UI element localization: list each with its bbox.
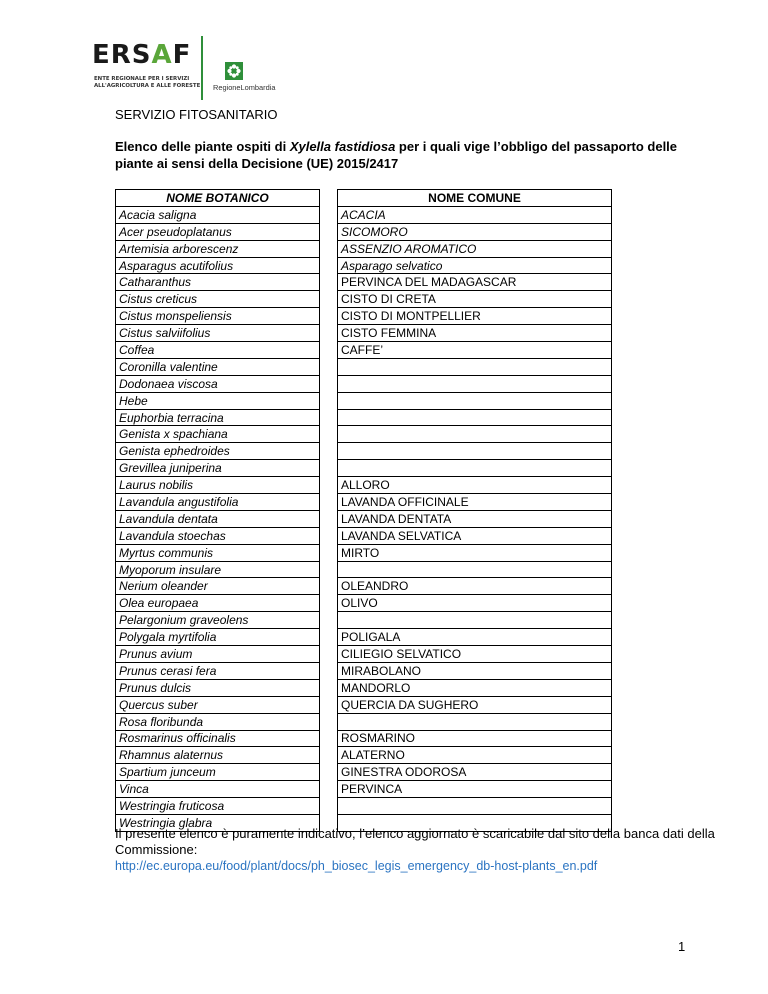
document-heading: Elenco delle piante ospiti di Xylella fastidiosa per i quali vige l’obbligo del passaporto delle piante ai sensi della Decisione (UE) 2015/2417 — [115, 139, 678, 171]
table-row — [338, 730, 612, 747]
table-row — [116, 443, 320, 460]
common-name-cell: LAVANDA OFFICINALE — [338, 494, 612, 511]
table-row — [116, 494, 320, 511]
common-names-table — [337, 189, 612, 832]
table-row — [338, 764, 612, 781]
common-name-cell: ALLORO — [338, 477, 612, 494]
common-name-cell: LAVANDA SELVATICA — [338, 527, 612, 544]
table-row — [116, 662, 320, 679]
table-row — [116, 206, 320, 223]
common-name-cell — [338, 798, 612, 815]
botanical-name-cell: Myoporum insulare — [116, 561, 320, 578]
table-row — [116, 747, 320, 764]
botanical-name-cell: Olea europaea — [116, 595, 320, 612]
common-name-cell: Asparago selvatico — [338, 257, 612, 274]
table-row — [338, 392, 612, 409]
common-name-cell — [338, 375, 612, 392]
common-name-cell: MANDORLO — [338, 679, 612, 696]
common-name-cell: MIRTO — [338, 544, 612, 561]
table-row — [338, 798, 612, 815]
common-name-cell — [338, 443, 612, 460]
common-name-cell: PERVINCA — [338, 781, 612, 798]
table-row — [338, 308, 612, 325]
table-row — [116, 477, 320, 494]
table-row — [116, 730, 320, 747]
table-row — [116, 696, 320, 713]
common-name-cell — [338, 561, 612, 578]
table-row — [116, 527, 320, 544]
botanical-name-cell: Prunus avium — [116, 646, 320, 663]
botanical-name-cell: Rosa floribunda — [116, 713, 320, 730]
table-row — [116, 798, 320, 815]
regione-lombardia-name: RegioneLombardia — [213, 83, 276, 92]
table-row — [116, 291, 320, 308]
page-number: 1 — [678, 939, 686, 954]
table-row — [338, 781, 612, 798]
table-row — [338, 223, 612, 240]
table-row — [116, 578, 320, 595]
table-row — [338, 274, 612, 291]
table-row — [116, 679, 320, 696]
botanical-name-cell: Quercus suber — [116, 696, 320, 713]
botanical-names-table — [115, 189, 320, 832]
table-row — [116, 358, 320, 375]
table-row — [338, 460, 612, 477]
table-row — [338, 696, 612, 713]
table-row — [338, 595, 612, 612]
botanical-name-cell: Rosmarinus officinalis — [116, 730, 320, 747]
botanical-name-cell: Nerium oleander — [116, 578, 320, 595]
table-row — [338, 494, 612, 511]
botanical-name-cell: Myrtus communis — [116, 544, 320, 561]
botanical-name-cell: Acer pseudoplatanus — [116, 223, 320, 240]
table-row — [116, 713, 320, 730]
common-name-cell: CILIEGIO SELVATICO — [338, 646, 612, 663]
botanical-name-cell: Vinca — [116, 781, 320, 798]
table-row — [338, 646, 612, 663]
logo-divider — [201, 36, 203, 100]
table-row — [116, 240, 320, 257]
botanical-name-cell: Hebe — [116, 392, 320, 409]
table-row — [338, 409, 612, 426]
botanical-name-cell: Euphorbia terracina — [116, 409, 320, 426]
common-name-cell: PERVINCA DEL MADAGASCAR — [338, 274, 612, 291]
common-name-cell — [338, 460, 612, 477]
table-row — [116, 426, 320, 443]
common-name-cell — [338, 426, 612, 443]
common-name-cell: GINESTRA ODOROSA — [338, 764, 612, 781]
table-row — [116, 274, 320, 291]
botanical-name-cell: Dodonaea viscosa — [116, 375, 320, 392]
table-row — [338, 747, 612, 764]
common-name-cell: CISTO FEMMINA — [338, 325, 612, 342]
table-row — [116, 308, 320, 325]
common-name-cell: CISTO DI MONTPELLIER — [338, 308, 612, 325]
table-row — [338, 527, 612, 544]
common-name-cell — [338, 612, 612, 629]
table-row — [338, 342, 612, 359]
table-row — [116, 223, 320, 240]
table-row — [338, 240, 612, 257]
botanical-name-cell: Laurus nobilis — [116, 477, 320, 494]
table-row — [116, 409, 320, 426]
common-name-cell: CAFFE’ — [338, 342, 612, 359]
database-link[interactable]: http://ec.europa.eu/food/plant/docs/ph_biosec_legis_emergency_db-host-plants_en.pdf — [115, 859, 598, 873]
table-row — [116, 764, 320, 781]
table-row — [338, 426, 612, 443]
common-name-cell: ROSMARINO — [338, 730, 612, 747]
table-row — [116, 257, 320, 274]
table-row — [116, 325, 320, 342]
table-row — [116, 781, 320, 798]
botanical-name-cell: Cistus salviifolius — [116, 325, 320, 342]
botanical-name-cell: Acacia saligna — [116, 206, 320, 223]
botanical-name-cell: Lavandula dentata — [116, 510, 320, 527]
common-name-cell: MIRABOLANO — [338, 662, 612, 679]
table-row — [116, 510, 320, 527]
common-name-cell: OLIVO — [338, 595, 612, 612]
table-row — [338, 325, 612, 342]
botanical-name-cell: Asparagus acutifolius — [116, 257, 320, 274]
ersaf-subtitle: ENTE REGIONALE PER I SERVIZI ALL'AGRICOLTURA E ALLE FORESTE — [94, 76, 201, 89]
table-row — [338, 561, 612, 578]
table-row — [116, 646, 320, 663]
common-name-cell: QUERCIA DA SUGHERO — [338, 696, 612, 713]
common-name-cell: ALATERNO — [338, 747, 612, 764]
botanical-name-cell: Prunus dulcis — [116, 679, 320, 696]
common-name-cell: ASSENZIO AROMATICO — [338, 240, 612, 257]
botanical-column-header: NOME BOTANICO — [116, 190, 320, 207]
common-column-header: NOME COMUNE — [338, 190, 612, 207]
common-name-cell — [338, 358, 612, 375]
table-row — [338, 375, 612, 392]
table-row — [116, 460, 320, 477]
table-row — [338, 510, 612, 527]
table-row — [338, 544, 612, 561]
table-row — [338, 257, 612, 274]
botanical-name-cell: Artemisia arborescenz — [116, 240, 320, 257]
botanical-name-cell: Lavandula angustifolia — [116, 494, 320, 511]
botanical-name-cell: Coronilla valentine — [116, 358, 320, 375]
table-row — [116, 595, 320, 612]
table-row — [338, 358, 612, 375]
table-row — [338, 612, 612, 629]
table-row — [338, 206, 612, 223]
botanical-name-cell: Catharanthus — [116, 274, 320, 291]
table-row — [116, 544, 320, 561]
botanical-name-cell: Lavandula stoechas — [116, 527, 320, 544]
common-name-cell: POLIGALA — [338, 629, 612, 646]
botanical-name-cell: Cistus creticus — [116, 291, 320, 308]
common-name-cell — [338, 392, 612, 409]
common-name-cell: ACACIA — [338, 206, 612, 223]
table-row — [338, 629, 612, 646]
botanical-name-cell: Grevillea juniperina — [116, 460, 320, 477]
common-name-cell: LAVANDA DENTATA — [338, 510, 612, 527]
table-row — [116, 612, 320, 629]
disclaimer-note: Il presente elenco è puramente indicativo, l’elenco aggiornato è scaricabile dal sito della banca dati della Commissione: — [115, 826, 715, 857]
table-row — [338, 291, 612, 308]
table-row — [338, 443, 612, 460]
table-row — [116, 342, 320, 359]
header-logo — [92, 36, 342, 100]
botanical-name-cell: Coffea — [116, 342, 320, 359]
botanical-name-cell: Prunus cerasi fera — [116, 662, 320, 679]
botanical-name-cell: Westringia fruticosa — [116, 798, 320, 815]
botanical-name-cell: Pelargonium graveolens — [116, 612, 320, 629]
table-row — [338, 662, 612, 679]
table-row — [338, 477, 612, 494]
table-row — [338, 713, 612, 730]
table-row — [116, 561, 320, 578]
ersaf-logo-text: ERSAF — [92, 40, 192, 70]
botanical-name-cell: Genista x spachiana — [116, 426, 320, 443]
common-name-cell: OLEANDRO — [338, 578, 612, 595]
common-name-cell — [338, 713, 612, 730]
botanical-name-cell: Polygala myrtifolia — [116, 629, 320, 646]
table-row — [116, 375, 320, 392]
service-title: SERVIZIO FITOSANITARIO — [115, 107, 278, 122]
table-row — [338, 679, 612, 696]
botanical-name-cell: Genista ephedroides — [116, 443, 320, 460]
botanical-name-cell: Rhamnus alaternus — [116, 747, 320, 764]
regione-lombardia-mark-icon — [225, 62, 243, 80]
botanical-name-cell: Cistus monspeliensis — [116, 308, 320, 325]
common-name-cell: CISTO DI CRETA — [338, 291, 612, 308]
common-name-cell: SICOMORO — [338, 223, 612, 240]
common-name-cell — [338, 409, 612, 426]
botanical-name-cell: Westringia glabra — [116, 814, 320, 831]
botanical-name-cell: Spartium junceum — [116, 764, 320, 781]
table-row — [116, 629, 320, 646]
table-row — [338, 578, 612, 595]
table-row — [116, 392, 320, 409]
